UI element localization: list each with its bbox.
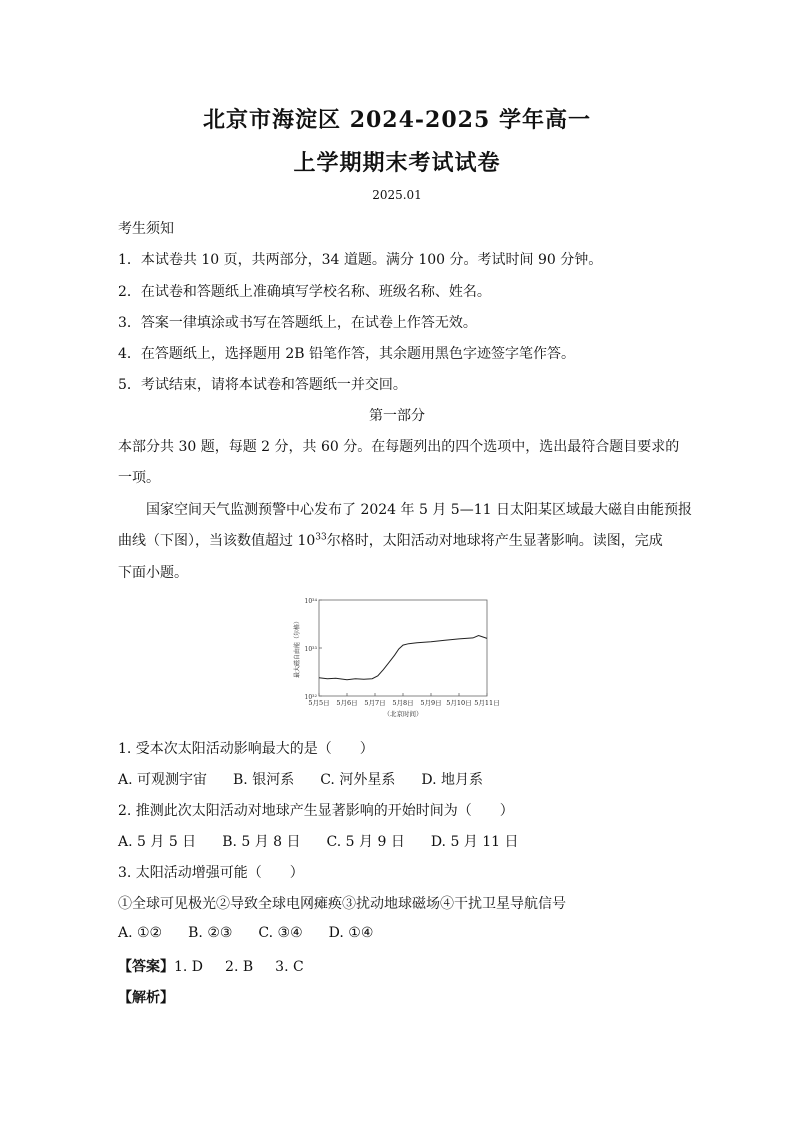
x-tick-label: 5月6日 — [336, 699, 358, 707]
y-tick-label: 10³³ — [304, 646, 317, 653]
x-tick-label: 5月7日 — [364, 699, 386, 707]
series-line — [319, 636, 487, 680]
option-a: A. ①② — [118, 925, 163, 941]
y-tick-label: 10³² — [304, 694, 317, 701]
question-3-stem: 3. 太阳活动增强可能（ ） — [118, 865, 304, 881]
question-3-statement: ①全球可见极光②导致全球电网瘫痪③扰动地球磁场④干扰卫星导航信号 — [118, 896, 566, 912]
y-tick-label: 10³⁴ — [304, 598, 317, 605]
part-intro-line-2: 一项。 — [118, 470, 160, 486]
option-d: D. 地月系 — [421, 772, 483, 788]
notice-item: 3．答案一律填涂或书写在答题纸上，在试卷上作答无效。 — [118, 315, 477, 331]
part-heading: 第一部分 — [369, 408, 425, 424]
option-a: A. 5 月 5 日 — [118, 834, 197, 850]
notice-item: 5．考试结束，请将本试卷和答题纸一并交回。 — [118, 377, 407, 393]
option-b: B. 5 月 8 日 — [222, 834, 301, 850]
exam-date: 2025.01 — [372, 188, 422, 202]
question-2-options — [118, 831, 545, 851]
x-axis-label: （北京时间） — [383, 710, 423, 718]
option-d: D. ①④ — [328, 925, 374, 941]
part-intro-line-1: 本部分共 30 题，每题 2 分，共 60 分。在每题列出的四个选项中，选出最符合题目要求的 — [118, 439, 680, 455]
x-tick-label: 5月11日 — [474, 699, 500, 707]
passage-line-2-post: 尔格时，太阳活动对地球将产生显著影响。读图，完成 — [326, 533, 663, 549]
passage-line-1: 国家空间天气监测预警中心发布了 2024 年 5 月 5—11 日太阳某区域最大磁自由能预报 — [146, 502, 692, 518]
option-b: B. 银河系 — [233, 772, 295, 788]
question-1-stem: 1. 受本次太阳活动影响最大的是（ ） — [118, 741, 374, 757]
notice-item: 2．在试卷和答题纸上准确填写学校名称、班级名称、姓名。 — [118, 284, 491, 300]
x-tick-label: 5月8日 — [392, 699, 414, 707]
plot-frame — [319, 600, 487, 696]
analysis-label: 【解析】 — [118, 990, 174, 1006]
notice-heading: 考生须知 — [118, 221, 174, 237]
option-c: C. 河外星系 — [320, 772, 396, 788]
y-axis-label: 最大磁自由能（尔格） — [294, 617, 301, 679]
passage-line-2 — [118, 530, 663, 550]
title-line-2: 上学期期末考试试卷 — [293, 150, 501, 176]
option-b: B. ②③ — [188, 925, 233, 941]
option-c: C. 5 月 9 日 — [326, 834, 405, 850]
passage-line-3: 下面小题。 — [118, 565, 188, 581]
question-1-options — [118, 769, 509, 789]
notice-item: 4．在答题纸上，选择题用 2B 铅笔作答，其余题用黑色字迹签字笔作答。 — [118, 346, 576, 362]
question-2-stem: 2. 推测此次太阳活动对地球产生显著影响的开始时间为（ ） — [118, 803, 514, 819]
question-3-options — [118, 925, 399, 941]
answer-label: 【答案】 — [118, 959, 174, 975]
x-tick-label: 5月9日 — [420, 699, 442, 707]
magnetic-energy-chart — [288, 592, 508, 724]
option-a: A. 可观测宇宙 — [118, 772, 208, 788]
x-tick-label: 5月5日 — [308, 699, 330, 707]
answer-line — [118, 956, 304, 976]
option-d: D. 5 月 11 日 — [430, 834, 519, 850]
answer-2: 2. B — [225, 959, 254, 975]
notice-item: 1．本试卷共 10 页，共两部分，34 道题。满分 100 分。考试时间 90 分钟。 — [118, 252, 603, 268]
x-tick-label: 5月10日 — [446, 699, 472, 707]
passage-line-2-pre: 曲线（下图），当该数值超过 10 — [118, 533, 316, 549]
answer-1: 1. D — [174, 959, 204, 975]
answer-3: 3. C — [275, 959, 304, 975]
title-line-1: 北京市海淀区 2024-2025 学年高一 — [203, 107, 591, 133]
passage-exponent: 33 — [315, 532, 327, 543]
option-c: C. ③④ — [258, 925, 303, 941]
